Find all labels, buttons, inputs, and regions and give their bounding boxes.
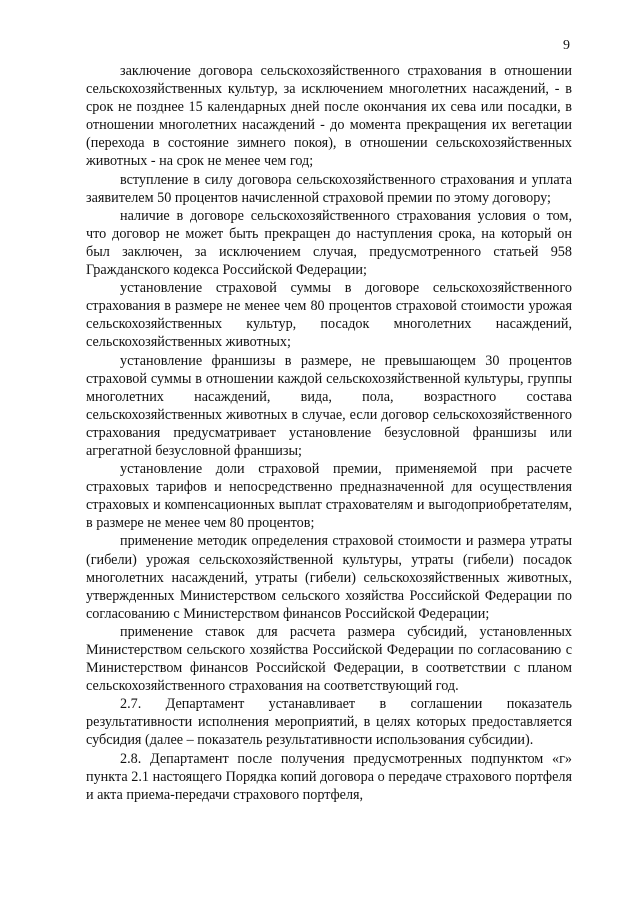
page-number: 9 [563,38,570,53]
paragraph-8: применение ставок для расчета размера субсидий, установленных Министерством сельского хозяйства Российской Федерации по согласованию с Министерством финансов Российской Федерации, в соответствии с планом сельскохозяйственного страхования на соответствующий год. [86,623,572,695]
paragraph-3: наличие в договоре сельскохозяйственного страхования условия о том, что договор не может быть прекращен до наступления срока, на который он был заключен, за исключением случая, предусмотренного статьей 958 Гражданского кодекса Российской Федерации; [86,207,572,279]
paragraph-6: установление доли страховой премии, применяемой при расчете страховых тарифов и непосредственно предназначенной для осуществления страховых и компенсационных выплат страхователям и выгодоприобретателям, в размере не менее чем 80 процентов; [86,461,572,532]
paragraph-5: установление франшизы в размере, не превышающем 30 процентов страховой суммы в отношении каждой сельскохозяйственной культуры, группы многолетних насаждений, вида, пола, возрастного состава сельскохозяйственных животных в случае, если договор сельскохозяйственного страхования предусматривает установление безусловной франшизы или агрегатной безусловной франшизы; [86,352,572,459]
paragraph-2-7: 2.7. Департамент устанавливает в соглашении показатель результативности исполнения мероприятий, в целях которых предоставляется субсидия (далее – показатель результативности использования субсидии). [86,696,572,749]
document-body [86,62,572,804]
paragraph-2: вступление в силу договора сельскохозяйственного страхования и уплата заявителем 50 процентов начисленной страховой премии по этому договору; [86,171,572,206]
paragraph-1: заключение договора сельскохозяйственного страхования в отношении сельскохозяйственных культур, за исключением многолетних насаждений, - в срок не позднее 15 календарных дней после окончания их сева или посадки, в отношении многолетних насаждений - до момента прекращения их вегетации (перехода в состояние зимнего покоя), в отношении сельскохозяйственных животных - на срок не менее чем год; [86,63,572,170]
paragraph-2-8: 2.8. Департамент после получения предусмотренных подпунктом «г» пункта 2.1 настоящего Порядка копий договора о передаче страхового портфеля и акта приема-передачи страхового портфеля, [86,750,572,803]
paragraph-4: установление страховой суммы в договоре сельскохозяйственного страхования в размере не менее чем 80 процентов страховой стоимости урожая сельскохозяйственных культур, посадок многолетних насаждений, сельскохозяйственных животных; [86,280,572,351]
paragraph-7: применение методик определения страховой стоимости и размера утраты (гибели) урожая сельскохозяйственной культуры, утраты (гибели) посадок многолетних насаждений, утраты (гибели) сельскохозяйственных животных, утвержденных Министерством сельского хозяйства Российской Федерации по согласованию с Министерством финансов Российской Федерации; [86,533,572,622]
